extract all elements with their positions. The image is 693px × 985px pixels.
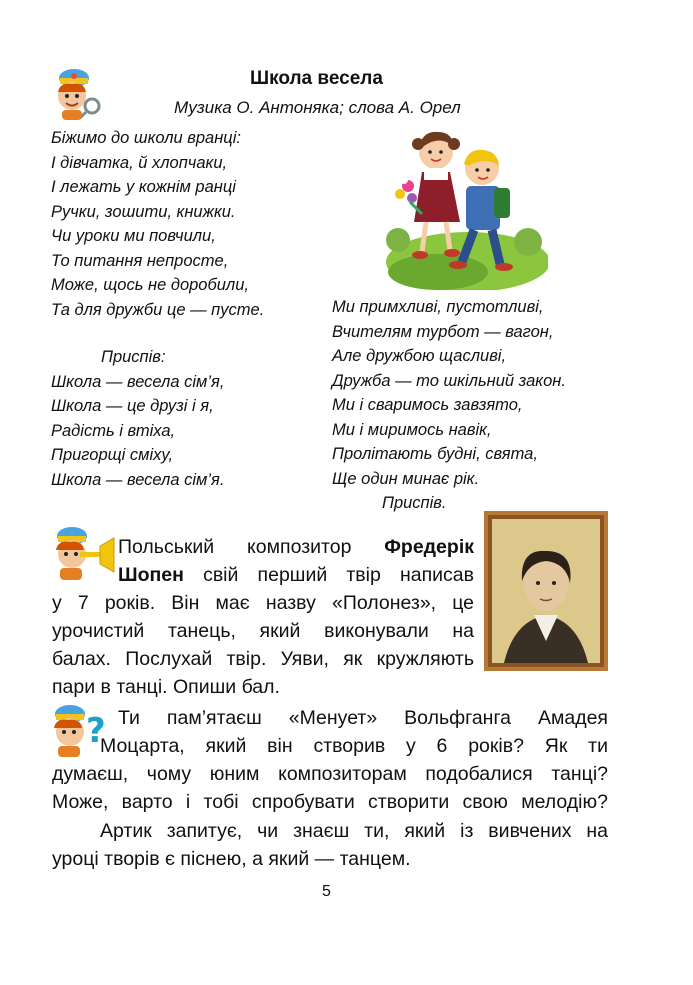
chorus-reference: Приспів. [382,494,447,512]
chopin-line-1: Польський композитор Фредерік [118,536,474,558]
verse-line: Пролітають будні, свята, [332,445,538,463]
verse-line: Ми примхливі, пустотливі, [332,298,544,316]
page-number: 5 [322,883,331,900]
chopin-line-4: урочистий танець, який виконували на [52,620,474,642]
verse-line: Школа — це друзі і я, [51,397,214,415]
verse-line: Біжимо до школи вранці: [51,129,241,147]
artik-line-2: уроці творів є піснею, а який — танцем. [52,848,411,870]
composer-first-name: Фредерік [384,536,474,558]
verse-line: Школа — весела сім’я, [51,372,225,391]
verse-line: Школа — весела сім’я. [51,470,225,489]
stanza-2 [332,295,566,516]
verse-line: Ми і сваримось завзято, [332,396,523,414]
song-title: Школа весела [250,68,383,89]
verse-line: Радість і втіха, [51,421,176,440]
stanza-1 [51,126,264,322]
chopin-line-6: пари в танці. Опиши бал. [52,676,280,698]
chorus-label: Приспів: [101,348,166,366]
chopin-line-3: у 7 років. Він має назву «Полонез», це [52,592,474,614]
chopin-line-5: балах. Послухай твір. Уяви, як кружляють [52,648,474,670]
chopin-paragraph [52,533,474,701]
verse-line: То питання непросте, [51,251,229,270]
chopin-line-2: Шопен свій перший твір написав [118,564,474,586]
composer-last-name: Шопен [118,564,184,586]
verse-line: Та для дружби це — пусте. [51,300,265,319]
mozart-line-3: думаєш, чому юним композиторам подобалися танці? [52,763,608,785]
chorus [51,345,224,492]
artik-mascot-icon [48,66,104,122]
verse-line: Ручки, зошити, книжки. [51,202,236,221]
mozart-line-1: Ти пам’ятаєш «Менует» Вольфганга Амадея [118,707,608,729]
verse-line: І лежать у кожнім ранці [51,178,236,196]
svg-text:?: ? [86,711,106,751]
verse-line: Пригорщі сміху, [51,446,174,464]
verse-line: Вчителям турбот — вагон, [332,322,554,341]
children-illustration [378,122,548,290]
verse-line: І дівчатка, й хлопчаки, [51,153,228,172]
mozart-line-2: Моцарта, який він створив у 6 років? Як ти [100,735,608,757]
mozart-paragraph [52,704,608,816]
verse-line: Чи уроки ми повчили, [51,227,216,245]
song-credits: Музика О. Антоняка; слова А. Орел [174,98,461,117]
artik-line-1: Артик запитує, чи знаєш ти, який із вивчених на [100,820,608,842]
artik-paragraph [52,817,608,873]
verse-line: Але дружбою щасливі, [332,347,507,365]
composer-portrait [484,511,608,671]
verse-line: Може, щось не доробили, [51,276,249,294]
verse-line: Дружба — то шкільний закон. [332,371,566,390]
verse-line: Ми і миримось навік, [332,420,492,439]
mozart-line-4: Може, варто і тобі спробувати створити свою мелодію? [52,791,608,813]
verse-line: Ще один минає рік. [332,469,480,488]
